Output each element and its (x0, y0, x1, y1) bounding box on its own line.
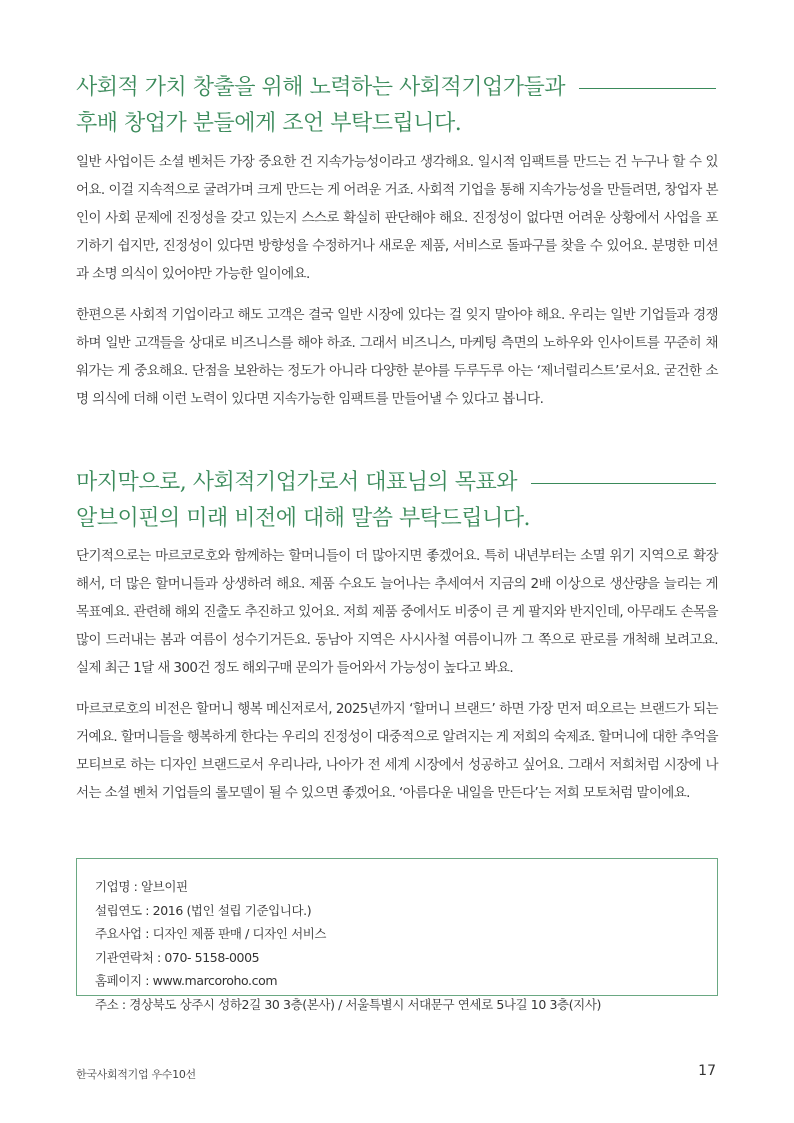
paragraph-short-term-goals: 단기적으로는 마르코로호와 함께하는 할머니들이 더 많아지면 좋겠어요. 특히 내년부터는 소멸 위기 지역으로 확장해서, 더 많은 할머니들과 상생하려 해요. 제품 수요도 늘어나는 추세여서 지금의 2배 이상으로 생산량을 늘리는 게 목표예요. 관련해 해외 진출도 추진하고 있어요. 저희 제품 중에서도 비중이 큰 게 팔지와 반지인데, 아무래도 손목을 많이 드러내는 봄과 여름이 성수기거든요. 동남아 지역은 사시사철 여름이니까 그 쪽으로 판로를 개척해 보려고요. 실제 최근 1달 새 300건 정도 해외구매 문의가 들어와서 가능성이 높다고 봐요. (76, 548, 718, 676)
company-info-box (76, 858, 718, 1012)
page-number: 17 (698, 1063, 716, 1079)
heading-rule (531, 483, 716, 484)
info-company-name: 기업명 : 알브이핀 (95, 879, 188, 894)
section-heading-advice (76, 70, 716, 142)
paragraph-market: 한편으론 사회적 기업이라고 해도 고객은 결국 일반 시장에 있다는 걸 잊지 말아야 해요. 우리는 일반 기업들과 경쟁하며 일반 고객들을 상대로 비즈니스를 해야 하죠. 그래서 비즈니스, 마케팅 측면의 노하우와 인사이트를 꾸준히 채워가는 게 중요해요. 단점을 보완하는 정도가 아니라 다양한 분야를 두루두루 아는 ‘제너럴리스트’로서요. 굳건한 소명 의식에 더해 이런 노력이 있다면 지속가능한 임팩트를 만들어낼 수 있다고 봅니다. (76, 307, 718, 407)
heading-text: 후배 창업가 분들에게 조언 부탁드립니다. (76, 111, 462, 136)
heading-text: 마지막으로, 사회적기업가로서 대표님의 목표와 (76, 470, 518, 495)
heading-rule (579, 88, 716, 89)
footer-publication-title: 한국사회적기업 우수10선 (76, 1068, 196, 1081)
info-address: 주소 : 경상북도 상주시 성하2길 30 3층(본사) / 서울특별시 서대문구 연세로 5나길 10 3층(지사) (95, 996, 602, 1012)
heading-text: 알브이핀의 미래 비전에 대해 말씀 부탁드립니다. (76, 506, 531, 531)
heading-text: 사회적 가치 창출을 위해 노력하는 사회적기업가들과 (76, 75, 566, 100)
info-homepage: 홈페이지 : www.marcoroho.com (95, 973, 278, 988)
info-founded-year: 설립연도 : 2016 (법인 설립 기준입니다.) (95, 902, 312, 918)
paragraph-sustainability: 일반 사업이든 소셜 벤처든 가장 중요한 건 지속가능성이라고 생각해요. 일시적 임팩트를 만드는 건 누구나 할 수 있어요. 이걸 지속적으로 굴려가며 크게 만드는 게 어려운 거죠. 사회적 기업을 통해 지속가능성을 만들려면, 창업자 본인이 사회 문제에 진정성을 갖고 있는지 스스로 확실히 판단해야 해요. 진정성이 없다면 어려운 상황에서 사업을 포기하기 쉽지만, 진정성이 있다면 방향성을 수정하거나 새로운 제품, 서비스로 돌파구를 찾을 수 있어요. 분명한 미션과 소명 의식이 있어야만 가능한 일이에요. (76, 154, 718, 282)
heading-line (76, 70, 716, 106)
section-heading-vision (76, 465, 716, 537)
heading-line (76, 501, 716, 537)
heading-line (76, 465, 716, 501)
heading-line (76, 106, 716, 142)
info-main-business: 주요사업 : 디자인 제품 판매 / 디자인 서비스 (95, 926, 327, 941)
paragraph-vision: 마르코로호의 비전은 할머니 행복 메신저로서, 2025년까지 ‘할머니 브랜드’ 하면 가장 먼저 떠오르는 브랜드가 되는 거예요. 할머니들을 행복하게 한다는 우리의 진정성이 대중적으로 알려지는 게 저희의 숙제죠. 할머니에 대한 추억을 모티브로 하는 디자인 브랜드로서 우리나라, 나아가 전 세계 시장에서 성공하고 싶어요. 그래서 저희처럼 시장에 나서는 소셜 벤처 기업들의 롤모델이 될 수 있으면 좋겠어요. ‘아름다운 내일을 만든다’는 저희 모토처럼 말이에요. (76, 701, 718, 801)
info-contact: 기관연락처 : 070- 5158-0005 (95, 949, 260, 965)
